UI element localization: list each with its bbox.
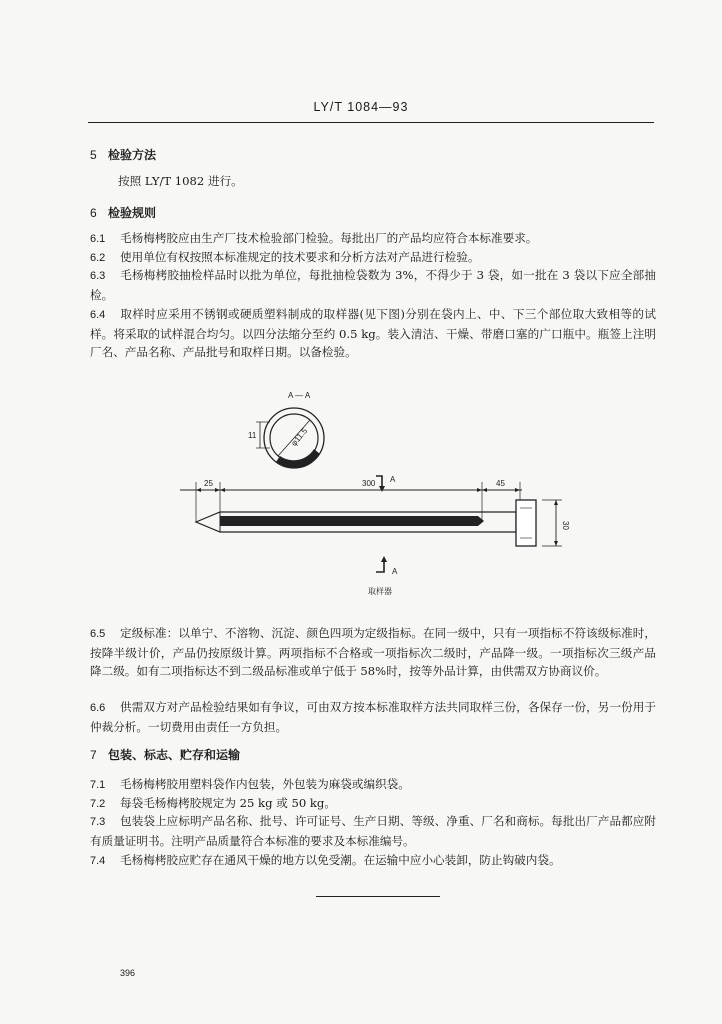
sampler-drawing: [170, 382, 590, 602]
section-5-heading: [90, 146, 156, 163]
clause-6-4: [90, 305, 656, 362]
sampler-figure: [170, 382, 590, 602]
clause-text: 使用单位有权按照本标准规定的技术要求和分析方法对产品进行检验。: [120, 250, 480, 264]
clause-number: 7.1: [90, 779, 106, 791]
figure-caption: 取样器: [368, 587, 392, 596]
clause-number: 7.2: [90, 798, 106, 810]
dim-right-label: 45: [496, 479, 505, 488]
clause-6-2: [90, 248, 656, 268]
cut-marker-top-arrow: [379, 486, 385, 492]
dim-arrow-6: [515, 488, 520, 492]
cut-marker-bottom-arrow: [381, 556, 387, 562]
clause-number: 6.3: [90, 270, 106, 282]
clause-7-2: [90, 794, 656, 814]
clause-text: 取样时应采用不锈钢或硬质塑料制成的取样器(见下图)分别在袋内上、中、下三个部位取大致相等的试样。将采取的试样混合均匀。以四分法缩分至约 0.5 kg。装入清洁、干燥、带磨口塞的广口瓶中。瓶签上注明厂名、产品名称、产品批号和取样日期。以备检验。: [90, 307, 656, 359]
clause-6-1: [90, 229, 656, 249]
clause-number: 6.5: [90, 628, 106, 640]
cut-marker-bottom: [376, 562, 384, 572]
header-rule: [88, 122, 654, 123]
section-7-heading: [90, 746, 240, 763]
cross-section-hatch: [276, 449, 320, 468]
clause-number: 7.3: [90, 816, 106, 828]
section-5-body: 按照 LY/T 1082 进行。: [118, 174, 243, 188]
height-arrow-bottom: [554, 541, 558, 546]
section-number: 5: [90, 148, 97, 162]
height-arrow-top: [554, 500, 558, 505]
clause-7-4: [90, 851, 656, 871]
dim-left-label: 25: [204, 479, 213, 488]
clause-text: 毛杨梅栲胶应贮存在通风干燥的地方以免受潮。在运输中应小心装卸，防止钩破内袋。: [120, 853, 561, 867]
dim-arrow-2: [215, 488, 220, 492]
dim-arrow-3: [220, 488, 225, 492]
end-of-standard-rule: [316, 896, 440, 897]
standard-code-header: LY/T 1084—93: [313, 100, 409, 114]
clause-number: 6.4: [90, 309, 106, 321]
clause-text: 供需双方对产品检验结果如有争议，可由双方按本标准取样方法共同取样三份，各保存一份，另一份用于仲裁分析。一切费用由责任一方负担。: [90, 700, 656, 734]
clause-7-1: [90, 775, 656, 795]
section-number: 7: [90, 748, 97, 762]
clause-number: 6.6: [90, 702, 106, 714]
clause-text: 定级标准：以单宁、不溶物、沉淀、颜色四项为定级指标。在同一级中，只有一项指标不符该级标准时，按降半级计价，产品仍按原级计算。两项指标不合格或一项指标次二级时，产品降一级。一项指标次三级产品降二级。如有二项指标达不到二级品标准或单宁低于 58%时，按等外品计算，由供需双方协商议价。: [90, 626, 656, 678]
diameter-label: φ11.5: [289, 426, 310, 448]
section-view-label: A — A: [288, 391, 311, 400]
sampler-handle: [516, 500, 536, 546]
dim-arrow-5: [482, 488, 487, 492]
dim-middle-label: 300: [362, 479, 376, 488]
clause-text: 每袋毛杨梅栲胶规定为 25 kg 或 50 kg。: [120, 796, 336, 810]
dim-arrow-4: [477, 488, 482, 492]
cut-marker-bottom-label: A: [392, 567, 398, 576]
clause-6-5: [90, 624, 656, 681]
clause-6-6: [90, 698, 656, 736]
side-dim-label: 11: [248, 431, 257, 440]
clause-text: 毛杨梅栲胶抽检样品时以批为单位，每批抽检袋数为 3%，不得少于 3 袋，如一批在 3 袋以下应全部抽检。: [90, 268, 656, 302]
dim-arrow-1: [196, 488, 201, 492]
clause-text: 毛杨梅栲胶应由生产厂技术检验部门检验。每批出厂的产品均应符合本标准要求。: [120, 231, 538, 245]
clause-number: 7.4: [90, 855, 106, 867]
cut-marker-top-label: A: [390, 475, 396, 484]
cut-marker-top: [376, 476, 382, 486]
section-title: 检验方法: [108, 148, 157, 162]
clause-7-3: [90, 812, 656, 850]
clause-text: 包装袋上应标明产品名称、批号、许可证号、生产日期、等级、净重、厂名和商标。每批出厂产品都应附有质量证明书。注明产品质量符合本标准的要求及本标准编号。: [90, 814, 656, 848]
clause-number: 6.2: [90, 252, 106, 264]
section-title: 检验规则: [108, 206, 157, 220]
clause-number: 6.1: [90, 233, 106, 245]
section-number: 6: [90, 206, 97, 220]
clause-text: 毛杨梅栲胶用塑料袋作内包装，外包装为麻袋或编织袋。: [120, 777, 410, 791]
clause-6-3: [90, 266, 656, 304]
section-title: 包装、标志、贮存和运输: [108, 748, 241, 762]
height-dim-label: 30: [561, 521, 570, 530]
section-6-heading: [90, 204, 156, 221]
sampler-slot: [220, 516, 484, 526]
page-number: 396: [120, 968, 136, 978]
